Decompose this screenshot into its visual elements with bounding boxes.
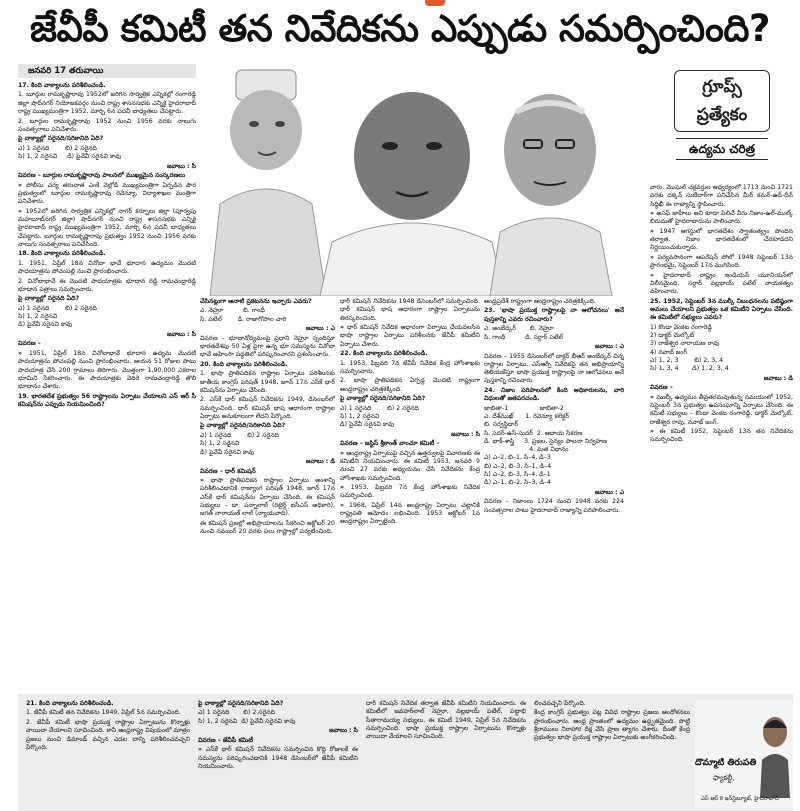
col4-paragraph: వివరణ – నిజాంలు 1724 నుంచి 1948 వరకు 224 సంవత్సరాల పాటు హైదరాబాద్ రాజ్యాన్ని పరిపాలించారు. — [484, 498, 624, 514]
col2-paragraph: ఎ. నెహ్రూ బి. గాంధీ సి. పటేల్ డి. రాజాగోపాల చారి — [200, 307, 287, 323]
col1-paragraph: 18. కింది వాక్యాలను పరిశీలించండి. — [18, 250, 106, 258]
col5-paragraph: వివరణ – — [650, 384, 673, 392]
col1-paragraph: 2. వినోబాభావే ఈ మొదటి పాదయాత్రకు భూదాన రెడ్డి రామచంద్రారెడ్డి భూదాన పత్రాలు సమర్పించారు. — [18, 277, 196, 293]
bottom4-paragraph: లించవచ్చని పేర్కొంది. — [534, 700, 586, 707]
col1-paragraph: జవాబు : సి — [167, 330, 196, 338]
bottom2-paragraph: వివరణ – జేవీపీ కమిటీ — [198, 736, 254, 744]
col1-paragraph: 2. బూర్గుల రామకృష్ణారావు 1952 నుంచి 1956 వరకు నాలుగు సంవత్సరాలు పనిచేశారు. — [18, 117, 196, 133]
box-column-3 — [366, 700, 526, 808]
col2-paragraph: 20. కింది వాక్యాలను పరిశీలించండి. — [200, 360, 288, 368]
column-3 — [340, 298, 480, 690]
col3-paragraph: 1. 1953, ఫిబ్రవరి 7న జేవీపీ నివేదిక కేంద్ర హోంశాఖకు సమర్పించారు. — [340, 359, 480, 375]
col3-paragraph: జవాబు : సి — [451, 430, 480, 438]
col2-paragraph: ఈ కమిషన్ ప్రజల్లో అభిప్రాయాలను సేకరించి అక్టోబర్ 20 నుంచి నవంబర్ 20 వరకు పలు రాష్ట్రాల్లో పర్యటించింది. — [200, 519, 335, 535]
col1-paragraph: » 1951, ఏప్రిల్ 18న వినోబాభావే భూదాన ఉద్యమ మొదటి పాదయాత్రను పోచంపల్లి నుంచి ప్రారంభించారు. ఆయన 51 రోజుల పాటు పాదయాత్ర చేసి 200 గ్రామాలు తిరిగారు. మొత్తంగా 1,90,000 ఎకరాల భూమిని సేకరించారు. ఈ పాదయాత్రకు వెదిరె రామచంద్రారెడ్డి తొలి భూదానం చేశారు. — [18, 350, 196, 391]
col5-paragraph: వారు. మొఘల్ చక్రవర్తుల ఆధ్వర్యంలో 1713 నుంచి 1721 వరకు దక్కన్ సుబేదార్‌గా పనిచేసిన మీర్ కమర్-ఉద్-దీన్ సిద్ధిఖీ ఈ రాజ్యాన్ని స్థాపించారు. — [650, 184, 793, 208]
col3-paragraph: ధార్ కమిషన్ నివేదికను 1948 డిసెంబర్‌లో సమర్పించింది. ధార్ కమిషన్ భాష ఆధారంగా రాష్ట్రాల ఏర్పాటును తిరస్కరించింది. — [340, 298, 480, 322]
col4-paragraph: జవాబు : ఎ — [595, 343, 624, 351]
leaders-photo — [200, 64, 625, 296]
series-badge — [653, 70, 791, 180]
author-card — [695, 700, 793, 808]
box-column-4 — [534, 700, 690, 808]
col5-paragraph: జవాబు : డి — [763, 374, 793, 382]
col4-paragraph: 23. 'భాషా ప్రయుక్త రాష్ట్రాలపై నా ఆలోచనలు' అనే పుస్తకాన్ని ఎవరు రచించారు? — [484, 307, 624, 323]
col1-paragraph: » 1952లో జరిగిన సార్వత్రిక ఎన్నికల్లో నాగర్ కర్నూలు జిల్లా (పూర్వపు మహబూబ్‌నగర్ జిల్లా) షాద్‌నగర్ నుంచి రాష్ట్ర శాసనసభకు ఎన్నికై హైదరాబాద్ రాష్ట్ర ముఖ్యమంత్రిగా 1952, మార్చి 6న పదవీ బాధ్యతలు చేపట్టారు. బూర్గుల రామకృష్ణారావు ప్రభుత్వం 1952 నుంచి 1956 వరకు నాలుగు సంవత్సరాలు పనిచేసింది. — [18, 208, 196, 249]
bottom1-paragraph: 21. కింది వాక్యాలను పరిశీలించండి. — [26, 700, 114, 707]
col1-paragraph: 1. బూర్గుల రామకృష్ణారావు 1952లో జరిగిన సార్వత్రిక ఎన్నికల్లో రంగారెడ్డి జిల్లా షాద్‌నగర్ నియోజకవర్గం నుంచి రాష్ట్ర శాసనసభకు ఎన్నికై హైదరాబాద్ రాష్ట్ర ముఖ్యమంత్రిగా 1952, మార్చి 6న పదవీ బాధ్యతలు చేపట్టారు. — [18, 91, 196, 116]
col1-paragraph: 19. భారతదేశ ప్రభుత్వం 56 రాష్ట్రాలను ఏర్పాటు చేయాలని ఎస్ ఆర్ సీ కమిషన్‌ను ఎప్పుడు నియమించింది? — [18, 392, 196, 408]
bottom2-paragraph: పై వాక్యాల్లో సరైనది/సరికానిది ఏది? — [198, 700, 284, 707]
column-2 — [200, 298, 335, 690]
col4-paragraph: 24. నిజాం పరిపాలనలో కింది అధికారులను, వారి విధులతో జతపరచండి. — [484, 386, 624, 403]
col2-paragraph: ఎ) 1 సరైనది బి) 2 సరైనది సి) 1, 2 సరైనవి డి) పైవేవీ సరైనవి కావు — [200, 431, 279, 456]
col5-paragraph: » అసఫ్ జాహీలు అని కూడా పిలిచే వీరు నిజాం-ఉల్-ముల్క్ బిరుదుతో హైదరాబాదును పాలించారు. — [650, 210, 793, 227]
col1-paragraph: జవాబు : సి — [167, 162, 196, 170]
col5-paragraph: » ఈ కమిటీ 1952, సెప్టెంబర్ 13న తన నివేదికను సమర్పించింది. — [650, 428, 793, 445]
col2-paragraph: జవాబు : ఎ — [306, 325, 335, 333]
col1-paragraph: ఎ) 1 సరైనది బి) 2 సరైనది సి) 1, 2 సరైనవి డి) పైవేవీ సరైనవి కావు — [18, 304, 97, 329]
column-1 — [18, 82, 196, 690]
box-column-1 — [26, 700, 190, 808]
col5-paragraph: 25. 1952, సెప్టెంబర్ 3న ముల్కీ నిబంధనలను పటిష్ఠంగా అమలు చేయాలని ప్రభుత్వం ఒక కమిటీని ఏర్పాటు చేసింది. ఈ కమిటీలో సభ్యులు ఎవరు? — [650, 297, 793, 322]
col5-paragraph: » ముల్కీ ఉద్యమం తీవ్రతరమవుతున్న సమయంలో 1952, సెప్టెంబర్ 3న ప్రభుత్వం ఉపసంఘాన్ని ఏర్పాటు చేసింది. ఈ కమిటీ సభ్యులు – కొండా వెంకట రంగారెడ్డి, డాక్టర్ మెల్కోట్, రాజేశ్వర రావు, నవాబ్ జంగ్. — [650, 394, 793, 427]
column-5 — [650, 184, 793, 690]
author-photo — [760, 710, 790, 798]
col1-paragraph: ఎ) 1 సరైనది బి) 2 సరైనది సి) 1, 2 సరైనవి డి) పైవేవీ సరైనవి కావు — [18, 144, 122, 161]
col3-paragraph: పై వాక్యాల్లో సరైనది/సరికానిది ఏది? — [340, 395, 426, 403]
col3-paragraph: » ఆంధ్రరాష్ట్ర ఏర్పాటుపై వచ్చిన ఉత్తర్వులపై విచారణకు ఈ కమిటీని నియమించారు. ఈ కమిటీ 1953, జనవరి 9 నుంచి 27 వరకు అధ్యయనం చేసి నివేదికను కేంద్ర హోంశాఖకు సమర్పించింది. — [340, 450, 480, 483]
col2-paragraph: చేసినట్లుగా ఆనాటి ప్రకటనను ఇచ్చారు ఎవరు? — [200, 298, 312, 305]
box-column-2 — [198, 700, 358, 808]
col3-paragraph: ఎ) 1 సరైనది బి) 2 సరైనది సి) 1, 2 సరైనవి డి) పైవేవీ సరైనవి కావు — [340, 404, 419, 429]
col3-paragraph: 22. కింది వాక్యాలను పరిశీలించండి. — [340, 350, 428, 358]
bottom2-paragraph: జవాబు : సి — [329, 727, 358, 735]
col5-paragraph: » హైదరాబాద్ రాష్ట్రం ఇండియన్ యూనియన్‌లో విలీనమైంది. సర్దార్ వల్లభాయ్ పటేల్ నాయకత్వం వహించారు. — [650, 272, 793, 297]
col5-paragraph: » పర్యవసానంగా ఆపరేషన్ పోలో 1948 సెప్టెంబర్ 13న ప్రారంభమై, సెప్టెంబర్ 17న ముగిసింది. — [650, 254, 793, 271]
bottom1-paragraph: 1. జేవీపీ కమిటీ తన నివేదికను 1949, ఏప్రిల్ 5న సమర్పించింది. — [26, 709, 181, 717]
col4-paragraph: జాబితా-1 జాబితా-2 ఎ. దేశ్‌ముఖ్ 1. రెవెన్యూ కలెక్టర్ బి. సర్వస్థిదార్ సి. సదర్-ఉస్-సుదర్ 2. ఆదాయ సేకరణ డి. భాక్-శాస్త్రి 3. ప్రజల, సైన్యం పాలనా నిర్వహణ 4. మత విధానం ఎ) ఎ–2, బి–1, సి–4, డి–3 బి) ఎ–2, బి–3, సి–1, డి–4 సి) ఎ–2, బి–3, సి–4, డి–1 డి) ఎ–1, బి–2, సి–3, డి–4 — [484, 404, 608, 487]
portrait-illustration — [200, 64, 625, 296]
col3-paragraph: » 1953, ఫిబ్రవరి 7న కేంద్ర హోంశాఖకు నివేదిక సమర్పించింది. — [340, 484, 480, 501]
page-headline: జేవీపీ కమిటీ తన నివేదికను ఎప్పుడు సమర్పించింది? — [30, 7, 770, 50]
col1-paragraph: వివరణ – బూర్గుల రామకృష్ణారావు పాలనలో ముఖ్యమైన సంస్కరణలు — [18, 172, 185, 180]
continuation-bar: జనవరి 17 తరువాయి — [18, 64, 196, 78]
col3-paragraph: 2. భాషా ప్రాతిపదికన ఏర్పడ్డ మొదటి రాష్ట్రంగా ఆంధ్రరాష్ట్రం చరిత్రకెక్కింది. — [340, 377, 480, 393]
col3-paragraph: వివరణ – జస్టిస్ శ్రీకాంత్ వాంచూ కమిటీ – — [340, 440, 440, 448]
col5-paragraph: 1) కొండా వెంకట రంగారెడ్డి 2) డాక్టర్ మెల్కోట్ 3) రాజేశ్వర నారాయణ రావు 4) నవాబ్ జంగ్ ఎ) 1, 2, 3 బి) 2, 3, 4 సి) 1, 3, 4 డి) 1, 2, 3, 4 — [650, 323, 729, 373]
col2-paragraph: » భాషా ప్రాతిపదికన రాష్ట్రాల ఏర్పాటు అంశాన్ని పరిశీలించడానికి రాజ్యాంగ పరిషత్ 1948, జూన్ 17న ఎస్‌కే ధార్ కమిషన్‌ను ఏర్పాటు చేసింది. ఈ కమిషన్ సభ్యులు – డా. పన్నాలాల్ (రిటైర్డ్ ఐసీఎస్ అధికారి), జగత్ నారాయణ్ లాల్ (న్యాయవాది). — [200, 477, 335, 518]
author-name: దొమ్మాటి తిరుపతి — [695, 758, 757, 768]
col4-paragraph: ఆంధ్రప్రదేశ్ రాష్ట్రంగా ఆంధ్రరాష్ట్రం చరిత్రకెక్కింది. — [484, 298, 596, 305]
col1-paragraph: పై వాక్యాల్లో సరైనది ఏది? — [18, 295, 80, 303]
col2-paragraph: వివరణ – భూదానోద్యమంపై ప్రధాని నెహ్రూ స్పందిస్తూ భారతదేశపు 50 ఏళ్ల పైగా ఉన్న భూ సమస్యను వినోబా భావే అహింసా పద్ధతిలో పరిష్కరించారని ప్రశంసించారు. — [200, 334, 335, 359]
col3-paragraph: » ధార్ కమిషన్ నివేదిక ఆధారంగా ఏర్పాటు చేయవలసిన భాషా రాష్ట్రాల ఏర్పాటు పరిశీలనకు జేవీపీ కమిటీని ఏర్పాటు చేశారు. — [340, 324, 480, 349]
col1-paragraph: 17. కింది వాక్యాలను పరిశీలించండి. — [18, 82, 106, 89]
col1-paragraph: వివరణ – — [18, 340, 41, 348]
col1-paragraph: » పోలీసు చర్య తరువాత ఎంకే వెల్లోడి ముఖ్యమంత్రిగా ఏర్పడిన పౌర ప్రభుత్వంలో బూర్గుల రామకృష్ణారావు రెవెన్యూ, విద్యాశాఖల మంత్రిగా పనిచేశారు. — [18, 182, 196, 207]
col2-paragraph: 1. భాషా ప్రాతిపదికన రాష్ట్రాల ఏర్పాటు పరిశీలనకు జాతీయ కాంగ్రెస్ పరిషత్ 1948, జూన్ 17న ఎస్‌కే ధార్ కమిషన్‌ను ఏర్పాటు చేసింది. — [200, 370, 335, 394]
col2-paragraph: జవాబు : డి — [305, 458, 335, 466]
col4-paragraph: జవాబు : ఎ — [595, 488, 624, 496]
badge-title: గ్రూప్స్ ప్రత్యేకం — [674, 70, 770, 132]
column-4 — [484, 298, 624, 690]
bottom3-paragraph: దార్ కమిషన్ నివేదిక తర్వాత జేవీపీ కమిటీని నియమించారు. ఈ కమిటీలో జవహర్‌లాల్ నెహ్రూ, వల్లభాయ్ పటేల్, పట్టాభి సీతారామయ్య సభ్యులు. ఈ కమిటీ 1949, ఏప్రిల్ 5న నివేదికను సమర్పించింది. భాషా ప్రయుక్త రాష్ట్రాల ఏర్పాటును కొన్నాళ్లు వాయిదా వేయాలని సూచించింది. — [366, 700, 526, 741]
badge-subtitle: ఉద్యమ చరిత్ర — [676, 138, 768, 160]
author-role: ఫ్యాకల్టీ, — [713, 774, 735, 782]
bottom2-paragraph: ఎ) 1 సరైనది బి) 2 సరైనది సి) 1, 2 సరైనవి డి) పైవేవీ సరైనవి కావు — [198, 709, 296, 725]
col3-paragraph: » 1968, ఏప్రిల్ 14న ఆంధ్రరాష్ట్ర ఏర్పాటు చట్టానికి రాష్ట్రపతి ఆమోదం లభించింది. 1953 అక్టోబర్ 1న ఆంధ్రరాష్ట్రం ఏర్పాటైంది. — [340, 502, 480, 527]
col4-paragraph: వివరణ – 1955 డిసెంబర్‌లో డాక్టర్ బీఆర్ అంబేద్కర్ చిన్న రాష్ట్రాల ఏర్పాటు, ఎస్ఆర్సీ నివేదికపై తన అభిప్రాయాన్ని తెలియజేస్తూ భాషా ప్రయుక్త రాష్ట్రాలపై నా ఆలోచనలు అనే పుస్తకాన్ని రచించారు. — [484, 352, 624, 385]
col1-paragraph: పై వాక్యాల్లో సరైనది/సరికానిది ఏది? — [18, 135, 104, 143]
col1-paragraph: 1. 1951, ఏప్రిల్ 18న వినోబా భావే భూదాన ఉద్యమం మొదటి పాదయాత్రను పోచంపల్లి నుంచి ప్రారంభించారు. — [18, 259, 196, 276]
bottom1-paragraph: 2. జేవీపీ కమిటీ భాషా ప్రయుక్త రాష్ట్రాల ఏర్పాటును కొన్నాళ్లు వాయిదా వేయాలని సూచించింది. కానీ ఆంధ్రరాష్ట్ర విషయంలో మాత్రం ప్రజలు నుంచి డిమాండ్ వచ్చిన ఎడల దాన్ని పరిశీలించవచ్చని పేర్కొంది. — [26, 718, 190, 751]
col4-paragraph: ఎ. అంబేద్కర్ బి. నెహ్రూ సి. గాంధీ డి. సర్దార్ పటేల్ — [484, 325, 563, 341]
col2-paragraph: వివరణ – ధార్ కమిషన్ — [200, 467, 256, 475]
col5-paragraph: » 1947 ఆగస్టులో భారతదేశం స్వాతంత్య్రం పొందిన తర్వాత, నిజాం భారతదేశంలో చేరకూడదని నిర్ణయించుకున్నారు. — [650, 228, 793, 253]
bottom2-paragraph: » ఎస్‌కే ధార్ కమిషన్ నివేదికను సమర్పించిన కొద్ది రోజులకే ఈ సమస్యను పరిష్కరించడానికి 1948 డిసెంబర్‌లో జేవీపీ కమిటీని నియమించారు. — [198, 746, 358, 771]
bottom4-paragraph: కేంద్ర కాంగ్రెస్ ప్రభుత్వం పట్ల వివిధ రాష్ట్రాల ప్రజలు ఆందోళనలు ప్రారంభించారు. ఆంధ్ర ప్రాంతంలో ఉద్యమం ఉద్ధృతమైంది. పొట్టి శ్రీరాములు నిరాహార దీక్ష చేసి ప్రాణ త్యాగం చేశారు. దీంతో కేంద్ర ప్రభుత్వం భాషా ప్రయుక్త రాష్ట్రాల ఏర్పాటుకు అంగీకరించింది. — [534, 709, 690, 742]
col2-paragraph: పై వాక్యాల్లో సరైనది/సరికానిది ఏది? — [200, 422, 286, 430]
author-organization: ఎస్ ఆర్ కె ఇన్‌స్టిట్యూట్, హైదరాబాద్ — [701, 796, 779, 802]
col2-paragraph: 2. ఎస్‌కే ధార్ కమిషన్ నివేదికను 1949, డిసెంబర్‌లో సమర్పించింది. ధార్ కమిషన్ భాష ఆధారంగా రాష్ట్రాల ఏర్పాటు అనుకూలంగా లేదని పేర్కొంది. — [200, 396, 335, 420]
